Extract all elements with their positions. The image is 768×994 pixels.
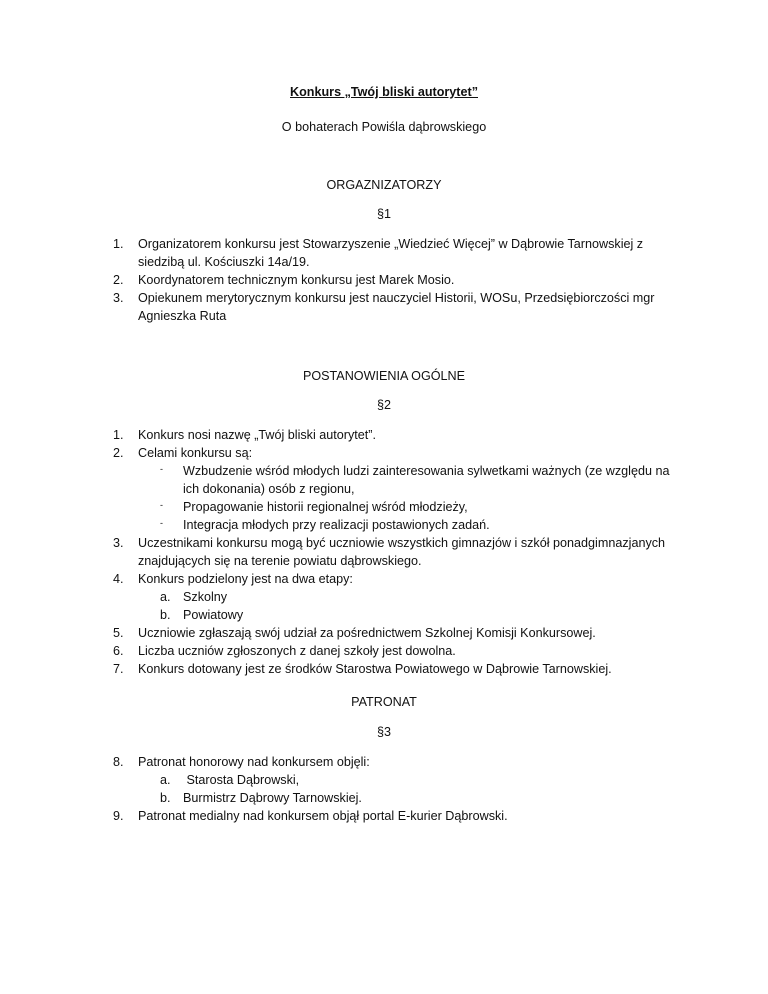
sub-list-text: Burmistrz Dąbrowy Tarnowskiej. <box>183 791 362 805</box>
list-item <box>0 271 768 289</box>
list-item-text: Celami konkursu są: <box>138 446 253 460</box>
document-subtitle: O bohaterach Powiśla dąbrowskiego <box>281 120 487 134</box>
organizers-list <box>0 235 768 325</box>
list-number: 1. <box>113 237 124 251</box>
list-item <box>0 660 768 678</box>
list-number: 3. <box>113 536 124 550</box>
list-item-text: Konkurs dotowany jest ze środków Starostwa Powiatowego w Dąbrowie Tarnowskiej. <box>138 662 612 676</box>
list-item <box>0 642 768 660</box>
list-number: 6. <box>113 644 124 658</box>
list-number: 9. <box>113 809 124 823</box>
patron-sub-item <box>0 771 768 789</box>
list-number: 3. <box>113 291 124 305</box>
list-item-text: Uczniowie zgłaszają swój udział za pośrednictwem Szkolnej Komisji Konkursowej. <box>138 626 596 640</box>
bullet-marker: - <box>160 518 163 528</box>
list-number: 8. <box>113 755 124 769</box>
document-title: Konkurs „Twój bliski autorytet” <box>290 85 478 99</box>
sub-list-letter: b. <box>160 791 171 805</box>
goal-bullet-item <box>0 498 768 516</box>
list-item-text: Konkurs podzielony jest na dwa etapy: <box>138 572 353 586</box>
section-paragraph-mark-1: §1 <box>376 207 391 221</box>
stage-sub-item <box>0 588 768 606</box>
section-heading-general-provisions: POSTANOWIENIA OGÓLNE <box>302 369 466 383</box>
bullet-marker: - <box>160 500 163 510</box>
list-item-text: Opiekunem merytorycznym konkursu jest nauczyciel Historii, WOSu, Przedsiębiorczości mgr Agnieszka Ruta <box>138 291 655 323</box>
list-item <box>0 534 768 570</box>
list-number: 1. <box>113 428 124 442</box>
patronage-list <box>0 753 768 825</box>
goal-bullet-item <box>0 516 768 534</box>
list-item <box>0 426 768 444</box>
list-item <box>0 807 768 825</box>
list-item <box>0 570 768 588</box>
list-item-text: Patronat honorowy nad konkursem objęli: <box>138 755 370 769</box>
general-provisions-list <box>0 426 768 678</box>
list-number: 7. <box>113 662 124 676</box>
section-heading-organizers: ORGAZNIZATORZY <box>326 178 442 192</box>
sub-list-text: Starosta Dąbrowski, <box>183 773 300 787</box>
list-item-text: Uczestnikami konkursu mogą być uczniowie wszystkich gimnazjów i szkół ponadgimnazjanych znajdujących się na terenie powiatu dąbrowskiego. <box>138 536 666 568</box>
sub-list-letter: a. <box>160 590 171 604</box>
list-item-text: Organizatorem konkursu jest Stowarzyszenie „Wiedzieć Więcej” w Dąbrowie Tarnowskiej z siedzibą ul. Kościuszki 14a/19. <box>138 237 644 269</box>
list-item <box>0 289 768 325</box>
sub-list-text: Powiatowy <box>183 608 244 622</box>
list-number: 4. <box>113 572 124 586</box>
list-item <box>0 444 768 462</box>
list-number: 5. <box>113 626 124 640</box>
list-item <box>0 753 768 771</box>
list-number: 2. <box>113 273 124 287</box>
list-item-text: Konkurs nosi nazwę „Twój bliski autorytet”. <box>138 428 376 442</box>
goal-bullet-item <box>0 462 768 498</box>
list-item <box>0 624 768 642</box>
bullet-text: Integracja młodych przy realizacji postawionych zadań. <box>183 518 490 532</box>
list-item-text: Patronat medialny nad konkursem objął portal E-kurier Dąbrowski. <box>138 809 508 823</box>
section-paragraph-mark-3: §3 <box>376 725 391 739</box>
sub-list-letter: a. <box>160 773 171 787</box>
list-item-text: Liczba uczniów zgłoszonych z danej szkoły jest dowolna. <box>138 644 456 658</box>
section-heading-patronage: PATRONAT <box>351 695 417 709</box>
sub-list-letter: b. <box>160 608 171 622</box>
patron-sub-item <box>0 789 768 807</box>
list-item <box>0 235 768 271</box>
section-paragraph-mark-2: §2 <box>376 398 391 412</box>
bullet-text: Propagowanie historii regionalnej wśród młodzieży, <box>183 500 468 514</box>
stage-sub-item <box>0 606 768 624</box>
list-number: 2. <box>113 446 124 460</box>
sub-list-text: Szkolny <box>183 590 228 604</box>
list-item-text: Koordynatorem technicznym konkursu jest Marek Mosio. <box>138 273 455 287</box>
bullet-text: Wzbudzenie wśród młodych ludzi zainteresowania sylwetkami ważnych (ze względu na ich dokonania) osób z regionu, <box>183 464 670 496</box>
bullet-marker: - <box>160 464 163 474</box>
